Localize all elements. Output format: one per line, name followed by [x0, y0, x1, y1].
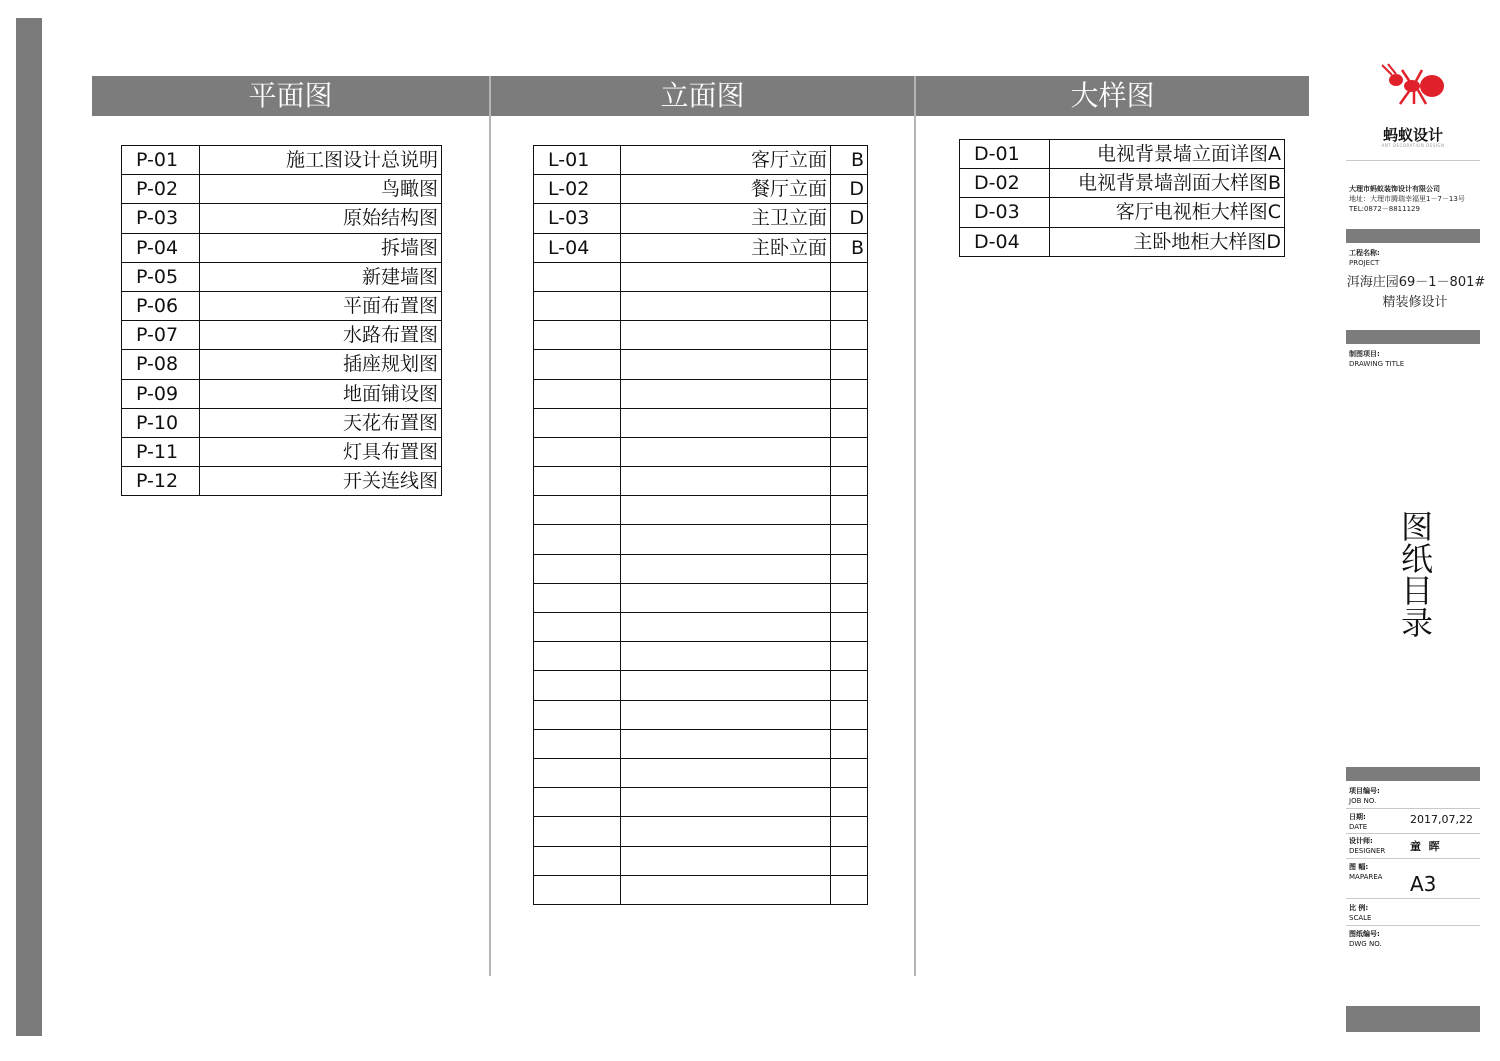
designer-label-en: DESIGNER [1349, 847, 1386, 855]
cell-suffix [831, 262, 868, 291]
cell-name [621, 846, 831, 875]
cell-code: P-07 [122, 321, 200, 350]
cell-suffix [831, 758, 868, 787]
cell-name [621, 554, 831, 583]
cell-name [621, 700, 831, 729]
table-row [960, 140, 1285, 169]
cell-name [621, 817, 831, 846]
table-row [534, 583, 868, 612]
cell-code: L-04 [534, 233, 621, 262]
cell-name [621, 291, 831, 320]
cell-suffix [831, 613, 868, 642]
table-row [122, 321, 442, 350]
cell-code: L-03 [534, 204, 621, 233]
cell-name: 施工图设计总说明 [200, 146, 442, 175]
cell-suffix [831, 408, 868, 437]
table-row [534, 642, 868, 671]
info-divider [1346, 898, 1480, 899]
cell-name: 主卧立面 [621, 233, 831, 262]
cell-code [534, 291, 621, 320]
drawing-title-label-cn: 制图项目: [1349, 350, 1380, 358]
cell-code: D-02 [960, 169, 1050, 198]
cell-name [621, 729, 831, 758]
cell-code [534, 321, 621, 350]
drawing-title-label-en: DRAWING TITLE [1349, 360, 1405, 368]
project-label-cn: 工程名称: [1349, 249, 1380, 257]
plan-index-table [121, 145, 442, 496]
table-row [960, 198, 1285, 227]
date-value: 2017,07,22 [1410, 813, 1473, 826]
info-divider [1346, 925, 1480, 926]
dwg-no-label-en: DWG NO. [1349, 940, 1382, 948]
cell-suffix: D [831, 204, 868, 233]
cell-suffix: D [831, 175, 868, 204]
table-row [122, 233, 442, 262]
title-bar-drawing [1346, 330, 1480, 344]
maparea-label-en: MAPAREA [1349, 873, 1383, 881]
cell-suffix [831, 700, 868, 729]
project-name-line1: 洱海庄园69－1－801# [1346, 275, 1486, 290]
cell-name: 灯具布置图 [200, 437, 442, 466]
cell-suffix [831, 846, 868, 875]
cell-name: 主卧地柜大样图D [1050, 227, 1285, 256]
table-row [122, 437, 442, 466]
table-row [534, 233, 868, 262]
table-row [534, 262, 868, 291]
cell-code [534, 262, 621, 291]
table-row [534, 758, 868, 787]
table-row [534, 379, 868, 408]
cell-name: 客厅立面 [621, 146, 831, 175]
company-name: 大理市蚂蚁装饰设计有限公司 [1349, 185, 1440, 193]
cell-code [534, 729, 621, 758]
drawing-title-value: 图纸目录 [1396, 510, 1434, 638]
cell-code: D-03 [960, 198, 1050, 227]
table-row [534, 846, 868, 875]
cell-suffix: B [831, 233, 868, 262]
cell-code: P-06 [122, 291, 200, 320]
table-row [122, 467, 442, 496]
designer-label-cn: 设计师: [1349, 837, 1373, 845]
cell-name [621, 583, 831, 612]
cell-suffix [831, 525, 868, 554]
cell-name: 原始结构图 [200, 204, 442, 233]
cell-name: 开关连线图 [200, 467, 442, 496]
table-row [534, 875, 868, 904]
cell-name: 平面布置图 [200, 291, 442, 320]
cell-name: 电视背景墙立面详图A [1050, 140, 1285, 169]
table-row [534, 496, 868, 525]
cell-suffix [831, 583, 868, 612]
cell-name [621, 788, 831, 817]
table-row [122, 379, 442, 408]
cell-suffix [831, 788, 868, 817]
info-divider [1346, 858, 1480, 859]
cell-name: 拆墙图 [200, 233, 442, 262]
cell-code [534, 642, 621, 671]
cell-name: 天花布置图 [200, 408, 442, 437]
cell-suffix [831, 379, 868, 408]
table-row [534, 554, 868, 583]
scale-label-en: SCALE [1349, 914, 1372, 922]
table-row [534, 467, 868, 496]
table-row [534, 613, 868, 642]
brand-subtitle: ANT DECORATION DESIGN [1381, 143, 1445, 148]
cell-suffix [831, 467, 868, 496]
cell-name [621, 642, 831, 671]
cell-suffix [831, 437, 868, 466]
cell-suffix [831, 642, 868, 671]
table-row [122, 204, 442, 233]
cell-name [621, 525, 831, 554]
cell-name [621, 613, 831, 642]
company-tel: TEL:0872－8811129 [1349, 205, 1420, 213]
cell-code [534, 700, 621, 729]
cell-suffix: B [831, 146, 868, 175]
table-row [534, 729, 868, 758]
cell-code [534, 817, 621, 846]
header-plan: 平面图 [92, 76, 489, 116]
table-row [534, 788, 868, 817]
header-elevation: 立面图 [491, 76, 914, 116]
project-label-en: PROJECT [1349, 259, 1380, 267]
cell-code [534, 525, 621, 554]
cell-code [534, 613, 621, 642]
job-no-label-en: JOB NO. [1349, 797, 1377, 805]
cell-code: P-02 [122, 175, 200, 204]
cell-name [621, 321, 831, 350]
cell-code: P-01 [122, 146, 200, 175]
cell-name: 电视背景墙剖面大样图B [1050, 169, 1285, 198]
cell-code [534, 408, 621, 437]
cell-code: P-03 [122, 204, 200, 233]
column-divider [914, 76, 916, 976]
cell-name [621, 467, 831, 496]
table-row [534, 671, 868, 700]
table-row [534, 175, 868, 204]
cell-code [534, 758, 621, 787]
cell-code [534, 788, 621, 817]
table-row [122, 262, 442, 291]
maparea-label-cn: 图 幅: [1349, 863, 1369, 871]
table-row [534, 291, 868, 320]
elevation-index-table [533, 145, 868, 905]
cell-name [621, 408, 831, 437]
cell-name [621, 671, 831, 700]
table-row [534, 700, 868, 729]
cell-code: P-09 [122, 379, 200, 408]
date-label-en: DATE [1349, 823, 1368, 831]
cell-code [534, 583, 621, 612]
table-row [534, 437, 868, 466]
cell-name [621, 379, 831, 408]
project-name-line2: 精装修设计 [1382, 295, 1448, 310]
cell-name [621, 758, 831, 787]
cell-name: 餐厅立面 [621, 175, 831, 204]
brand-name: 蚂蚁设计 [1382, 126, 1443, 144]
cell-code [534, 671, 621, 700]
cell-code [534, 350, 621, 379]
table-row [122, 350, 442, 379]
cell-code [534, 875, 621, 904]
title-bar-info [1346, 767, 1480, 781]
scale-label-cn: 比 例: [1349, 904, 1369, 912]
cell-name: 客厅电视柜大样图C [1050, 198, 1285, 227]
cell-code [534, 554, 621, 583]
cell-code: P-05 [122, 262, 200, 291]
cell-suffix [831, 291, 868, 320]
title-bar-project [1346, 229, 1480, 243]
table-row [122, 175, 442, 204]
maparea-value: A3 [1410, 872, 1437, 896]
cell-suffix [831, 875, 868, 904]
title-divider [1346, 160, 1480, 161]
cell-suffix [831, 496, 868, 525]
cell-suffix [831, 321, 868, 350]
table-row [534, 817, 868, 846]
cell-name [621, 875, 831, 904]
cell-name [621, 496, 831, 525]
cell-name [621, 350, 831, 379]
table-row [534, 204, 868, 233]
cell-name: 主卫立面 [621, 204, 831, 233]
title-bar-bottom [1346, 1006, 1480, 1032]
header-detail: 大样图 [916, 76, 1309, 116]
table-row [122, 291, 442, 320]
cell-code [534, 496, 621, 525]
cell-code: L-02 [534, 175, 621, 204]
table-row [534, 321, 868, 350]
info-divider [1346, 808, 1480, 809]
cell-suffix [831, 817, 868, 846]
cell-code: D-01 [960, 140, 1050, 169]
detail-index-table [959, 139, 1285, 257]
column-divider [489, 76, 491, 976]
table-row [122, 146, 442, 175]
table-row [534, 146, 868, 175]
cell-suffix [831, 554, 868, 583]
cell-name: 新建墙图 [200, 262, 442, 291]
cell-code: P-12 [122, 467, 200, 496]
cell-suffix [831, 729, 868, 758]
cell-name [621, 437, 831, 466]
table-row [960, 227, 1285, 256]
cell-code: P-08 [122, 350, 200, 379]
table-row [534, 350, 868, 379]
cell-suffix [831, 671, 868, 700]
cell-name: 鸟瞰图 [200, 175, 442, 204]
cell-name [621, 262, 831, 291]
cell-name: 地面铺设图 [200, 379, 442, 408]
cell-name: 插座规划图 [200, 350, 442, 379]
cell-code: P-10 [122, 408, 200, 437]
dwg-no-label-cn: 图纸编号: [1349, 930, 1380, 938]
cell-code: P-11 [122, 437, 200, 466]
table-row [122, 408, 442, 437]
table-row [534, 525, 868, 554]
job-no-label-cn: 项目编号: [1349, 787, 1380, 795]
table-row [960, 169, 1285, 198]
cell-code [534, 467, 621, 496]
table-row [534, 408, 868, 437]
cell-code: L-01 [534, 146, 621, 175]
left-margin-bar [16, 18, 42, 1036]
ant-logo-icon [1374, 62, 1454, 106]
designer-value: 童 晖 [1410, 840, 1440, 853]
cell-code: D-04 [960, 227, 1050, 256]
cell-suffix [831, 350, 868, 379]
company-address: 地址：大理市腾瑞幸福里1－7－13号 [1349, 195, 1465, 203]
info-divider [1346, 833, 1480, 834]
date-label-cn: 日期: [1349, 813, 1366, 821]
cell-code [534, 846, 621, 875]
cell-code: P-04 [122, 233, 200, 262]
cell-code [534, 379, 621, 408]
cell-code [534, 437, 621, 466]
cell-name: 水路布置图 [200, 321, 442, 350]
